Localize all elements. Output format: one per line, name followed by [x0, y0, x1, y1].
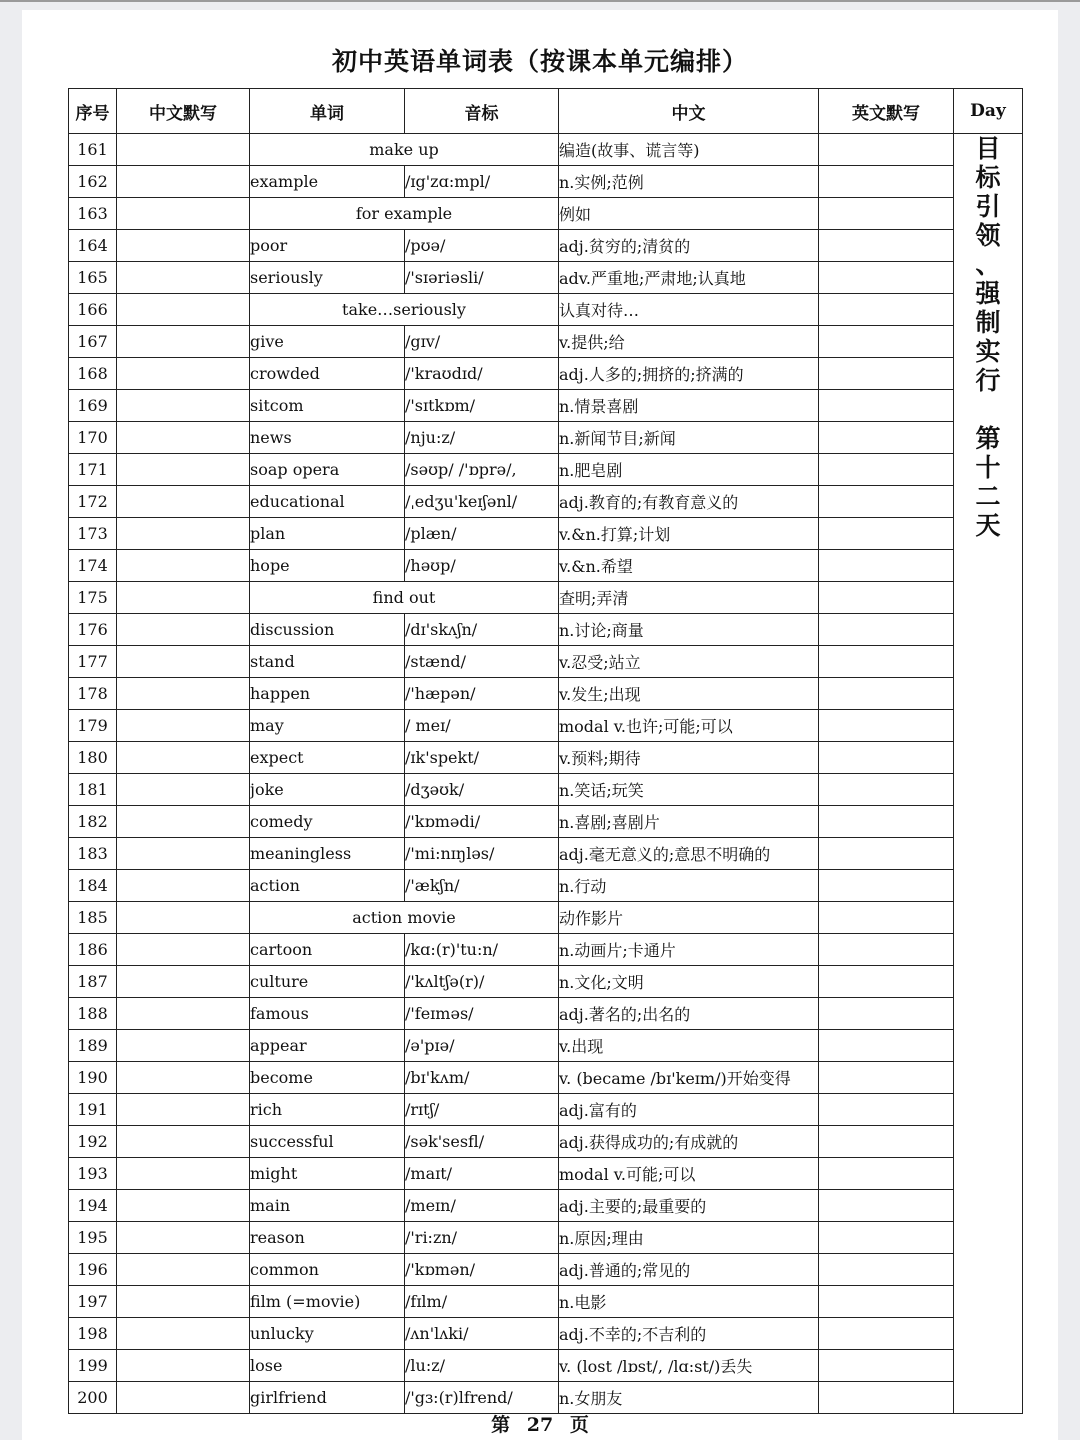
en-dictation-cell[interactable] [819, 1094, 954, 1126]
page-footer [0, 1410, 1080, 1437]
en-dictation-cell[interactable] [819, 550, 954, 582]
word-cell: might [250, 1158, 405, 1190]
en-dictation-cell[interactable] [819, 742, 954, 774]
en-dictation-cell[interactable] [819, 1158, 954, 1190]
cn-dictation-cell[interactable] [117, 518, 250, 550]
word-cell: sitcom [250, 390, 405, 422]
phonetic-cell: /maɪt/ [405, 1158, 559, 1190]
en-dictation-cell[interactable] [819, 614, 954, 646]
cn-dictation-cell[interactable] [117, 1382, 250, 1414]
row-number: 189 [69, 1030, 117, 1062]
row-number: 185 [69, 902, 117, 934]
en-dictation-cell[interactable] [819, 998, 954, 1030]
word-cell: may [250, 710, 405, 742]
row-number: 167 [69, 326, 117, 358]
vocabulary-table [68, 88, 1023, 1414]
chinese-meaning-cell: v. (became /bɪ'keɪm/)开始变得 [559, 1062, 819, 1094]
word-cell: example [250, 166, 405, 198]
phrase-cell: action movie [250, 902, 559, 934]
phonetic-cell: /stænd/ [405, 646, 559, 678]
word-cell: news [250, 422, 405, 454]
cn-dictation-cell[interactable] [117, 934, 250, 966]
row-number: 193 [69, 1158, 117, 1190]
word-cell: meaningless [250, 838, 405, 870]
cn-dictation-cell[interactable] [117, 806, 250, 838]
chinese-meaning-cell: adj.人多的;拥挤的;挤满的 [559, 358, 819, 390]
chinese-meaning-cell: adj.著名的;出名的 [559, 998, 819, 1030]
phonetic-cell: /ə'pɪə/ [405, 1030, 559, 1062]
en-dictation-cell[interactable] [819, 774, 954, 806]
table-row [69, 198, 1023, 230]
table-row [69, 518, 1023, 550]
word-cell: cartoon [250, 934, 405, 966]
chinese-meaning-cell: adj.贫穷的;清贫的 [559, 230, 819, 262]
phonetic-cell: /pʊə/ [405, 230, 559, 262]
en-dictation-cell[interactable] [819, 1062, 954, 1094]
en-dictation-cell[interactable] [819, 518, 954, 550]
row-number: 172 [69, 486, 117, 518]
chinese-meaning-cell: adj.主要的;最重要的 [559, 1190, 819, 1222]
chinese-meaning-cell: v.&n.希望 [559, 550, 819, 582]
phonetic-cell: /'kraʊdɪd/ [405, 358, 559, 390]
day-number: 第 十 二 天 [975, 424, 1001, 540]
cn-dictation-cell[interactable] [117, 230, 250, 262]
row-number: 191 [69, 1094, 117, 1126]
en-dictation-cell[interactable] [819, 870, 954, 902]
en-dictation-cell[interactable] [819, 1286, 954, 1318]
en-dictation-cell[interactable] [819, 582, 954, 614]
phonetic-cell: /'hæpən/ [405, 678, 559, 710]
chinese-meaning-cell: n.新闻节目;新闻 [559, 422, 819, 454]
en-dictation-cell[interactable] [819, 1382, 954, 1414]
cn-dictation-cell[interactable] [117, 1254, 250, 1286]
cn-dictation-cell[interactable] [117, 326, 250, 358]
word-cell: educational [250, 486, 405, 518]
header-index: 序号 [69, 89, 117, 134]
footer-prefix: 第 [491, 1414, 511, 1436]
table-row [69, 486, 1023, 518]
cn-dictation-cell[interactable] [117, 646, 250, 678]
row-number: 168 [69, 358, 117, 390]
phonetic-cell: /ɪg'zɑ:mpl/ [405, 166, 559, 198]
en-dictation-cell[interactable] [819, 198, 954, 230]
word-cell: seriously [250, 262, 405, 294]
row-number: 162 [69, 166, 117, 198]
chinese-meaning-cell: n.文化;文明 [559, 966, 819, 998]
en-dictation-cell[interactable] [819, 966, 954, 998]
table-row [69, 902, 1023, 934]
cn-dictation-cell[interactable] [117, 710, 250, 742]
en-dictation-cell[interactable] [819, 1254, 954, 1286]
table-row [69, 294, 1023, 326]
row-number: 197 [69, 1286, 117, 1318]
row-number: 178 [69, 678, 117, 710]
cn-dictation-cell[interactable] [117, 1062, 250, 1094]
cn-dictation-cell[interactable] [117, 1126, 250, 1158]
row-number: 181 [69, 774, 117, 806]
cn-dictation-cell[interactable] [117, 742, 250, 774]
chinese-meaning-cell: n.实例;范例 [559, 166, 819, 198]
en-dictation-cell[interactable] [819, 390, 954, 422]
en-dictation-cell[interactable] [819, 358, 954, 390]
chinese-meaning-cell: n.电影 [559, 1286, 819, 1318]
phonetic-cell: /'ri:zn/ [405, 1222, 559, 1254]
phonetic-cell: /səʊp/ /'ɒprə/, [405, 454, 559, 486]
table-row [69, 1126, 1023, 1158]
cn-dictation-cell[interactable] [117, 486, 250, 518]
chinese-meaning-cell: adj.普通的;常见的 [559, 1254, 819, 1286]
row-number: 163 [69, 198, 117, 230]
row-number: 179 [69, 710, 117, 742]
header-word: 单词 [250, 89, 405, 134]
cn-dictation-cell[interactable] [117, 870, 250, 902]
row-number: 186 [69, 934, 117, 966]
word-cell: girlfriend [250, 1382, 405, 1414]
row-number: 177 [69, 646, 117, 678]
word-cell: appear [250, 1030, 405, 1062]
cn-dictation-cell[interactable] [117, 198, 250, 230]
chinese-meaning-cell: n.动画片;卡通片 [559, 934, 819, 966]
cn-dictation-cell[interactable] [117, 454, 250, 486]
table-row [69, 998, 1023, 1030]
cn-dictation-cell[interactable] [117, 262, 250, 294]
en-dictation-cell[interactable] [819, 806, 954, 838]
chinese-meaning-cell: n.笑话;玩笑 [559, 774, 819, 806]
cn-dictation-cell[interactable] [117, 1318, 250, 1350]
en-dictation-cell[interactable] [819, 486, 954, 518]
row-number: 175 [69, 582, 117, 614]
phonetic-cell: /'ækʃn/ [405, 870, 559, 902]
word-cell: give [250, 326, 405, 358]
en-dictation-cell[interactable] [819, 422, 954, 454]
table-row [69, 1286, 1023, 1318]
phonetic-cell: /'kʌltʃə(r)/ [405, 966, 559, 998]
word-cell: discussion [250, 614, 405, 646]
cn-dictation-cell[interactable] [117, 134, 250, 166]
word-cell: reason [250, 1222, 405, 1254]
phonetic-cell: /gɪv/ [405, 326, 559, 358]
word-cell: unlucky [250, 1318, 405, 1350]
row-number: 173 [69, 518, 117, 550]
chinese-meaning-cell: v.预料;期待 [559, 742, 819, 774]
chinese-meaning-cell: v. (lost /lɒst/, /lɑ:st/)丢失 [559, 1350, 819, 1382]
chinese-meaning-cell: adv.严重地;严肃地;认真地 [559, 262, 819, 294]
page-title: 初中英语单词表（按课本单元编排） [331, 47, 748, 76]
phonetic-cell: /meɪn/ [405, 1190, 559, 1222]
row-number: 180 [69, 742, 117, 774]
day-vertical-label [954, 134, 1022, 540]
en-dictation-cell[interactable] [819, 294, 954, 326]
table-row [69, 1222, 1023, 1254]
cn-dictation-cell[interactable] [117, 550, 250, 582]
table-row [69, 262, 1023, 294]
chinese-meaning-cell: v.提供;给 [559, 326, 819, 358]
phonetic-cell: /dʒəʊk/ [405, 774, 559, 806]
word-cell: soap opera [250, 454, 405, 486]
table-row [69, 550, 1023, 582]
row-number: 183 [69, 838, 117, 870]
table-row [69, 1350, 1023, 1382]
table-row [69, 390, 1023, 422]
phrase-cell: for example [250, 198, 559, 230]
en-dictation-cell[interactable] [819, 454, 954, 486]
phonetic-cell: /'kɒmədi/ [405, 806, 559, 838]
word-cell: culture [250, 966, 405, 998]
row-number: 171 [69, 454, 117, 486]
phonetic-cell: /bɪ'kʌm/ [405, 1062, 559, 1094]
table-row [69, 1254, 1023, 1286]
en-dictation-cell[interactable] [819, 134, 954, 166]
word-cell: crowded [250, 358, 405, 390]
row-number: 165 [69, 262, 117, 294]
phonetic-cell: /fɪlm/ [405, 1286, 559, 1318]
chinese-meaning-cell: v.出现 [559, 1030, 819, 1062]
word-cell: comedy [250, 806, 405, 838]
chinese-meaning-cell: n.原因;理由 [559, 1222, 819, 1254]
phrase-cell: make up [250, 134, 559, 166]
cn-dictation-cell[interactable] [117, 998, 250, 1030]
row-number: 190 [69, 1062, 117, 1094]
cn-dictation-cell[interactable] [117, 1190, 250, 1222]
word-cell: plan [250, 518, 405, 550]
header-chinese: 中文 [559, 89, 819, 134]
en-dictation-cell[interactable] [819, 230, 954, 262]
table-row [69, 1030, 1023, 1062]
phonetic-cell: /'mi:nɪŋləs/ [405, 838, 559, 870]
cn-dictation-cell[interactable] [117, 1030, 250, 1062]
table-row [69, 166, 1023, 198]
table-row [69, 326, 1023, 358]
table-row [69, 1190, 1023, 1222]
phonetic-cell: /plæn/ [405, 518, 559, 550]
row-number: 192 [69, 1126, 117, 1158]
table-row [69, 230, 1023, 262]
en-dictation-cell[interactable] [819, 1350, 954, 1382]
en-dictation-cell[interactable] [819, 262, 954, 294]
word-cell: film (=movie) [250, 1286, 405, 1318]
en-dictation-cell[interactable] [819, 902, 954, 934]
row-number: 176 [69, 614, 117, 646]
header-day: Day [954, 89, 1023, 134]
table-row [69, 678, 1023, 710]
chinese-meaning-cell: modal v.也许;可能;可以 [559, 710, 819, 742]
top-border-line [0, 0, 1080, 2]
header-phonetic: 音标 [405, 89, 559, 134]
row-number: 194 [69, 1190, 117, 1222]
row-number: 169 [69, 390, 117, 422]
table-row [69, 422, 1023, 454]
phonetic-cell: /ˌedʒu'keɪʃənl/ [405, 486, 559, 518]
phonetic-cell: /ɪk'spekt/ [405, 742, 559, 774]
phonetic-cell: /'feɪməs/ [405, 998, 559, 1030]
chinese-meaning-cell: n.女朋友 [559, 1382, 819, 1414]
word-cell: successful [250, 1126, 405, 1158]
table-header-row [69, 89, 1023, 134]
chinese-meaning-cell: n.情景喜剧 [559, 390, 819, 422]
chinese-meaning-cell: adj.教育的;有教育意义的 [559, 486, 819, 518]
chinese-meaning-cell: 认真对待… [559, 294, 819, 326]
table-row [69, 742, 1023, 774]
word-cell: expect [250, 742, 405, 774]
chinese-meaning-cell: 查明;弄清 [559, 582, 819, 614]
phonetic-cell: /lu:z/ [405, 1350, 559, 1382]
phonetic-cell: /'gɜ:(r)lfrend/ [405, 1382, 559, 1414]
cn-dictation-cell[interactable] [117, 294, 250, 326]
chinese-meaning-cell: adj.毫无意义的;意思不明确的 [559, 838, 819, 870]
phonetic-cell: /'sɪtkɒm/ [405, 390, 559, 422]
en-dictation-cell[interactable] [819, 1126, 954, 1158]
row-number: 199 [69, 1350, 117, 1382]
en-dictation-cell[interactable] [819, 1190, 954, 1222]
table-row [69, 806, 1023, 838]
en-dictation-cell[interactable] [819, 838, 954, 870]
en-dictation-cell[interactable] [819, 678, 954, 710]
cn-dictation-cell[interactable] [117, 902, 250, 934]
word-cell: happen [250, 678, 405, 710]
table-row [69, 1062, 1023, 1094]
cn-dictation-cell[interactable] [117, 166, 250, 198]
chinese-meaning-cell: n.喜剧;喜剧片 [559, 806, 819, 838]
row-number: 195 [69, 1222, 117, 1254]
word-cell: hope [250, 550, 405, 582]
en-dictation-cell[interactable] [819, 646, 954, 678]
table-row [69, 710, 1023, 742]
table-row [69, 1382, 1023, 1414]
cn-dictation-cell[interactable] [117, 1350, 250, 1382]
cn-dictation-cell[interactable] [117, 774, 250, 806]
table-row [69, 134, 1023, 166]
table-row [69, 582, 1023, 614]
en-dictation-cell[interactable] [819, 326, 954, 358]
table-row [69, 838, 1023, 870]
word-cell: joke [250, 774, 405, 806]
phonetic-cell: / meɪ/ [405, 710, 559, 742]
table-row [69, 966, 1023, 998]
word-cell: stand [250, 646, 405, 678]
word-cell: main [250, 1190, 405, 1222]
en-dictation-cell[interactable] [819, 1318, 954, 1350]
phrase-cell: find out [250, 582, 559, 614]
chinese-meaning-cell: v.&n.打算;计划 [559, 518, 819, 550]
phonetic-cell: /dɪ'skʌʃn/ [405, 614, 559, 646]
row-number: 170 [69, 422, 117, 454]
row-number: 174 [69, 550, 117, 582]
chinese-meaning-cell: v.忍受;站立 [559, 646, 819, 678]
header-en-dictation: 英文默写 [819, 89, 954, 134]
cn-dictation-cell[interactable] [117, 358, 250, 390]
phonetic-cell: /'kɒmən/ [405, 1254, 559, 1286]
chinese-meaning-cell: 例如 [559, 198, 819, 230]
cn-dictation-cell[interactable] [117, 1158, 250, 1190]
row-number: 182 [69, 806, 117, 838]
chinese-meaning-cell: adj.不幸的;不吉利的 [559, 1318, 819, 1350]
table-row [69, 1094, 1023, 1126]
chinese-meaning-cell: 编造(故事、谎言等) [559, 134, 819, 166]
phonetic-cell: /nju:z/ [405, 422, 559, 454]
day-motto: 目 标 引 领 、 强 制 实 行 [975, 134, 1001, 395]
chinese-meaning-cell: adj.富有的 [559, 1094, 819, 1126]
cn-dictation-cell[interactable] [117, 614, 250, 646]
phonetic-cell: /ʌn'lʌki/ [405, 1318, 559, 1350]
chinese-meaning-cell: n.讨论;商量 [559, 614, 819, 646]
cn-dictation-cell[interactable] [117, 838, 250, 870]
row-number: 184 [69, 870, 117, 902]
row-number: 161 [69, 134, 117, 166]
word-cell: become [250, 1062, 405, 1094]
row-number: 164 [69, 230, 117, 262]
row-number: 200 [69, 1382, 117, 1414]
en-dictation-cell[interactable] [819, 166, 954, 198]
table-row [69, 1318, 1023, 1350]
word-cell: rich [250, 1094, 405, 1126]
chinese-meaning-cell: 动作影片 [559, 902, 819, 934]
row-number: 187 [69, 966, 117, 998]
footer-suffix: 页 [569, 1414, 589, 1436]
chinese-meaning-cell: modal v.可能;可以 [559, 1158, 819, 1190]
cn-dictation-cell[interactable] [117, 582, 250, 614]
table-row [69, 870, 1023, 902]
word-cell: poor [250, 230, 405, 262]
en-dictation-cell[interactable] [819, 1222, 954, 1254]
row-number: 196 [69, 1254, 117, 1286]
chinese-meaning-cell: n.肥皂剧 [559, 454, 819, 486]
day-column-cell [954, 134, 1023, 1414]
table-row [69, 614, 1023, 646]
chinese-meaning-cell: adj.获得成功的;有成就的 [559, 1126, 819, 1158]
phonetic-cell: /'sɪəriəsli/ [405, 262, 559, 294]
en-dictation-cell[interactable] [819, 1030, 954, 1062]
cn-dictation-cell[interactable] [117, 1286, 250, 1318]
table-row [69, 1158, 1023, 1190]
chinese-meaning-cell: n.行动 [559, 870, 819, 902]
word-cell: lose [250, 1350, 405, 1382]
phonetic-cell: /sək'sesfl/ [405, 1126, 559, 1158]
table-row [69, 454, 1023, 486]
table-row [69, 934, 1023, 966]
cn-dictation-cell[interactable] [117, 966, 250, 998]
en-dictation-cell[interactable] [819, 710, 954, 742]
word-cell: common [250, 1254, 405, 1286]
phonetic-cell: /həʊp/ [405, 550, 559, 582]
phonetic-cell: /rɪtʃ/ [405, 1094, 559, 1126]
row-number: 198 [69, 1318, 117, 1350]
cn-dictation-cell[interactable] [117, 678, 250, 710]
word-cell: famous [250, 998, 405, 1030]
chinese-meaning-cell: v.发生;出现 [559, 678, 819, 710]
cn-dictation-cell[interactable] [117, 390, 250, 422]
cn-dictation-cell[interactable] [117, 422, 250, 454]
phrase-cell: take…seriously [250, 294, 559, 326]
en-dictation-cell[interactable] [819, 934, 954, 966]
table-row [69, 646, 1023, 678]
table-row [69, 774, 1023, 806]
word-cell: action [250, 870, 405, 902]
phonetic-cell: /kɑ:(r)'tu:n/ [405, 934, 559, 966]
header-cn-dictation: 中文默写 [117, 89, 250, 134]
cn-dictation-cell[interactable] [117, 1222, 250, 1254]
row-number: 188 [69, 998, 117, 1030]
cn-dictation-cell[interactable] [117, 1094, 250, 1126]
table-row [69, 358, 1023, 390]
row-number: 166 [69, 294, 117, 326]
page-number: 27 [526, 1414, 554, 1436]
